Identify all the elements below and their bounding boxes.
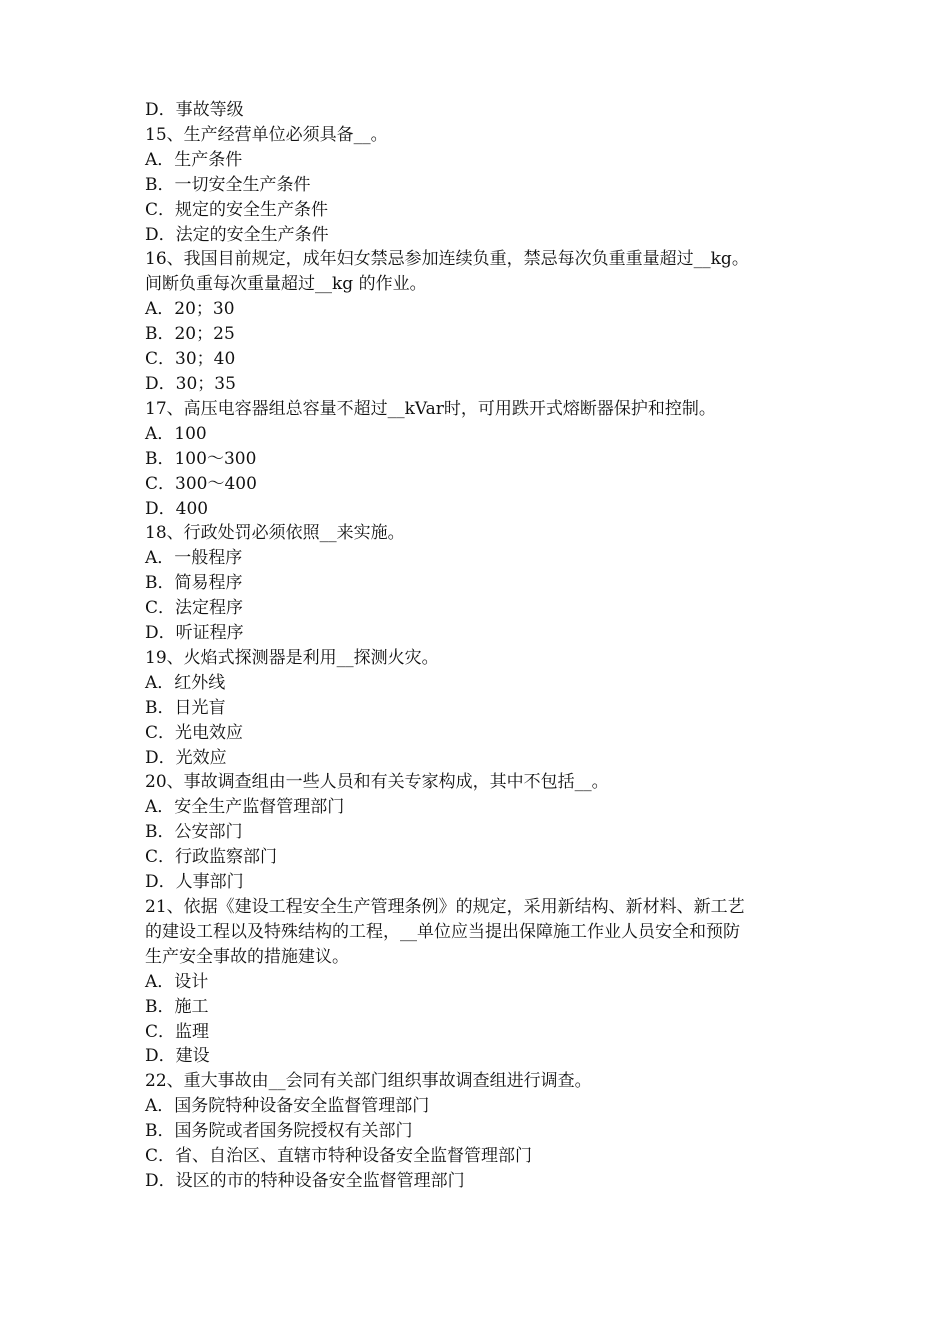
question-line: 16、我国目前规定，成年妇女禁忌参加连续负重，禁忌每次负重重量超过__kg。	[145, 249, 749, 270]
option-line: D．30；35	[145, 373, 236, 394]
option-line: D．听证程序	[145, 623, 244, 644]
option-line: A．100	[145, 423, 207, 444]
option-line: A．一般程序	[145, 548, 243, 569]
option-line: B．日光盲	[145, 697, 226, 718]
question-line: 15、生产经营单位必须具备__。	[145, 124, 388, 145]
question-line: 20、事故调查组由一些人员和有关专家构成，其中不包括__。	[145, 772, 609, 793]
option-line: D．人事部门	[145, 872, 244, 893]
question-line: 18、行政处罚必须依照__来实施。	[145, 523, 405, 544]
question-line: 的建设工程以及特殊结构的工程，__单位应当提出保障施工作业人员安全和预防	[145, 921, 740, 942]
option-line: A．红外线	[145, 672, 226, 693]
option-line: C．省、自治区、直辖市特种设备安全监督管理部门	[145, 1146, 533, 1167]
question-line: 17、高压电容器组总容量不超过__kVar时，可用跌开式熔断器保护和控制。	[145, 398, 716, 419]
option-line: D．设区的市的特种设备安全监督管理部门	[145, 1170, 465, 1191]
option-line: C．法定程序	[145, 598, 244, 619]
option-line: B．简易程序	[145, 573, 243, 594]
option-line: D．法定的安全生产条件	[145, 224, 329, 245]
option-line: B．100～300	[145, 448, 257, 469]
option-line: B．施工	[145, 996, 209, 1017]
option-line: A．20；30	[145, 299, 235, 320]
option-line: A．安全生产监督管理部门	[145, 797, 345, 818]
question-line: 22、重大事故由__会同有关部门组织事故调查组进行调查。	[145, 1071, 592, 1092]
option-line: B．国务院或者国务院授权有关部门	[145, 1121, 413, 1142]
question-line: 21、依据《建设工程安全生产管理条例》的规定，采用新结构、新材料、新工艺	[145, 897, 745, 917]
option-line: D．建设	[145, 1046, 210, 1067]
option-line: A．生产条件	[145, 149, 243, 170]
option-line: A．设计	[145, 971, 209, 992]
question-line: 生产安全事故的措施建议。	[145, 946, 349, 967]
question-line: 间断负重每次重量超过__kg 的作业。	[145, 274, 427, 295]
option-line: C．300～400	[145, 473, 257, 494]
option-line: B．一切安全生产条件	[145, 174, 311, 195]
option-line: C．行政监察部门	[145, 847, 278, 868]
option-line: C．光电效应	[145, 722, 244, 743]
option-line: D．光效应	[145, 747, 227, 768]
option-line: B．公安部门	[145, 822, 243, 843]
option-line: C．监理	[145, 1021, 210, 1042]
option-line: C．规定的安全生产条件	[145, 199, 329, 220]
option-line: D．400	[145, 498, 209, 519]
document-page	[145, 98, 825, 1194]
option-line: B．20；25	[145, 324, 235, 345]
question-line: 19、火焰式探测器是利用__探测火灾。	[145, 647, 439, 668]
option-line: C．30；40	[145, 349, 236, 370]
option-line: A．国务院特种设备安全监督管理部门	[145, 1096, 430, 1117]
option-line: D．事故等级	[145, 100, 244, 120]
